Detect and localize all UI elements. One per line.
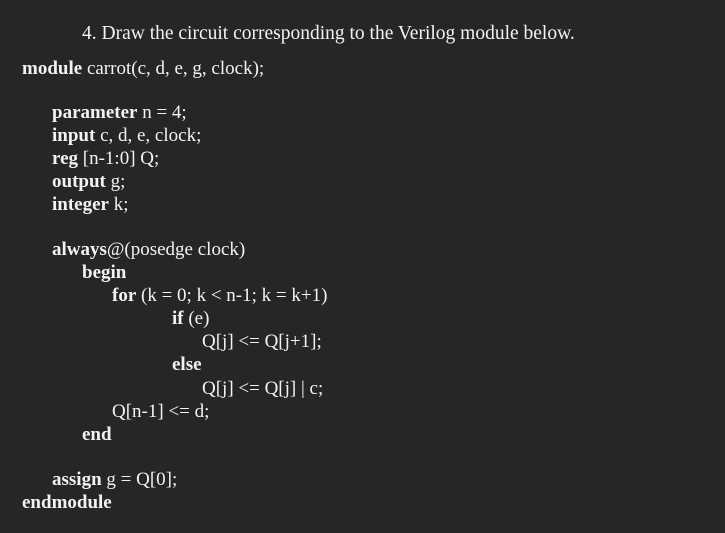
- if-condition: (e): [183, 308, 210, 329]
- input-ports: c, d, e, clock;: [95, 125, 202, 146]
- msb-assignment: Q[n-1] <= d;: [112, 401, 210, 422]
- for-header: (k = 0; k < n-1; k = k+1): [136, 285, 328, 306]
- else-keyword: else: [172, 354, 202, 375]
- always-keyword: always: [52, 239, 107, 260]
- end-keyword: end: [82, 424, 112, 445]
- assign-expression: g = Q[0];: [101, 469, 178, 490]
- parameter-keyword: parameter: [52, 102, 138, 123]
- parameter-value: n = 4;: [137, 102, 187, 123]
- output-line: [52, 171, 125, 193]
- question-text: 4. Draw the circuit corresponding to the Verilog module below.: [82, 23, 575, 44]
- reg-keyword: reg: [52, 148, 79, 169]
- endmodule-keyword: endmodule: [22, 492, 112, 513]
- assign-keyword: assign: [52, 469, 102, 490]
- integer-line: [52, 194, 129, 216]
- integer-variable: k;: [108, 194, 129, 215]
- shift-assignment: Q[j] <= Q[j+1];: [202, 331, 322, 352]
- input-line: [52, 125, 201, 147]
- begin-keyword: begin: [82, 262, 127, 283]
- module-declaration: [22, 58, 264, 80]
- module-keyword: module: [22, 58, 83, 79]
- input-keyword: input: [52, 125, 96, 146]
- sensitivity-list: @(posedge clock): [106, 239, 246, 260]
- output-keyword: output: [52, 171, 106, 192]
- reg-line: [52, 148, 159, 170]
- module-signature: carrot(c, d, e, g, clock);: [82, 58, 265, 79]
- integer-keyword: integer: [52, 194, 109, 215]
- parameter-line: [52, 102, 187, 124]
- reg-declaration: [n-1:0] Q;: [78, 148, 160, 169]
- assign-line: [52, 469, 177, 491]
- for-keyword: for: [112, 285, 137, 306]
- for-line: [112, 285, 327, 307]
- or-assignment: Q[j] <= Q[j] | c;: [202, 378, 324, 399]
- if-line: [172, 308, 209, 330]
- if-keyword: if: [172, 308, 184, 329]
- always-line: [52, 239, 245, 261]
- output-port: g;: [105, 171, 126, 192]
